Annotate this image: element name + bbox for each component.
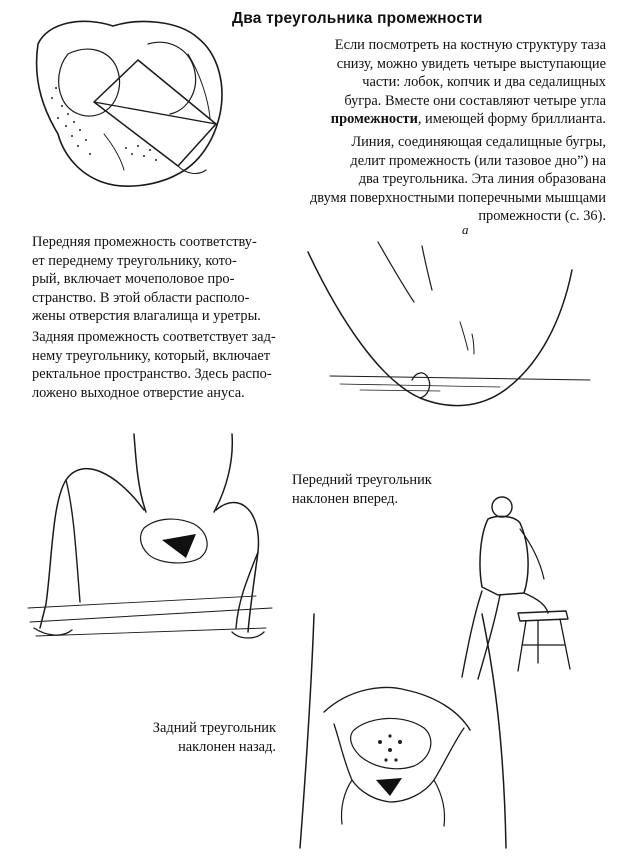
line-para-line: два треугольника. Эта линия образована bbox=[358, 171, 606, 188]
intro-line-rest: , имеющей форму бриллианта. bbox=[417, 111, 606, 128]
front-para-line: ет переднему треугольнику, кото- bbox=[32, 252, 237, 269]
front-para-line: странство. В этой области располо- bbox=[32, 289, 250, 306]
back-para-line: ложено выходное отверстие ануса. bbox=[32, 384, 245, 401]
line-para-line: делит промежность (или тазовое дно”) на bbox=[350, 152, 606, 169]
front-perineum-paragraph bbox=[32, 233, 307, 326]
line-para-line: Линия, соединяющая седалищные бугры, bbox=[351, 134, 606, 150]
page-title: Два треугольника промежности bbox=[232, 10, 483, 27]
caption-line: наклонен вперед. bbox=[292, 490, 399, 507]
back-perineum-paragraph bbox=[32, 328, 317, 402]
caption-line: Передний треугольник bbox=[292, 472, 432, 488]
intro-line: Если посмотреть на костную структуру таза bbox=[334, 37, 606, 53]
back-para-line: нему треугольнику, который, включает bbox=[32, 347, 271, 364]
intro-line-last bbox=[226, 110, 606, 129]
intro-line: части: лобок, копчик и два седалищных bbox=[362, 74, 606, 91]
line-paragraph bbox=[214, 133, 606, 226]
line-para-line: двумя поверхностными поперечными мышцами bbox=[309, 189, 606, 206]
side-view-illustration bbox=[300, 230, 600, 415]
intro-paragraph bbox=[226, 36, 606, 129]
pelvis-front-illustration bbox=[294, 612, 509, 852]
front-para-line: рый, включает мочеполовое про- bbox=[32, 271, 235, 288]
intro-line: снизу, можно увидеть четыре выступающие bbox=[336, 55, 606, 72]
caption-line: наклонен назад. bbox=[178, 738, 276, 755]
caption-line: Задний треугольник bbox=[152, 720, 276, 736]
back-triangle-caption bbox=[100, 719, 276, 756]
intro-line: бугра. Вместе они составляют четыре угла bbox=[344, 92, 606, 109]
front-para-line: жены отверстия влагалища и уретры. bbox=[32, 308, 261, 325]
back-para-line: Задняя промежность соответствует зад- bbox=[32, 329, 276, 345]
squatting-figure-illustration bbox=[26, 432, 276, 647]
figure-letter-a: a bbox=[462, 222, 469, 237]
line-para-line: промежности (с. 36). bbox=[478, 208, 606, 225]
back-para-line: ректальное пространство. Здесь распо- bbox=[32, 366, 272, 383]
pelvis-diamond-illustration bbox=[28, 14, 233, 199]
front-para-line: Передняя промежность соответству- bbox=[32, 234, 257, 250]
term-perineum: промежности bbox=[330, 111, 418, 128]
